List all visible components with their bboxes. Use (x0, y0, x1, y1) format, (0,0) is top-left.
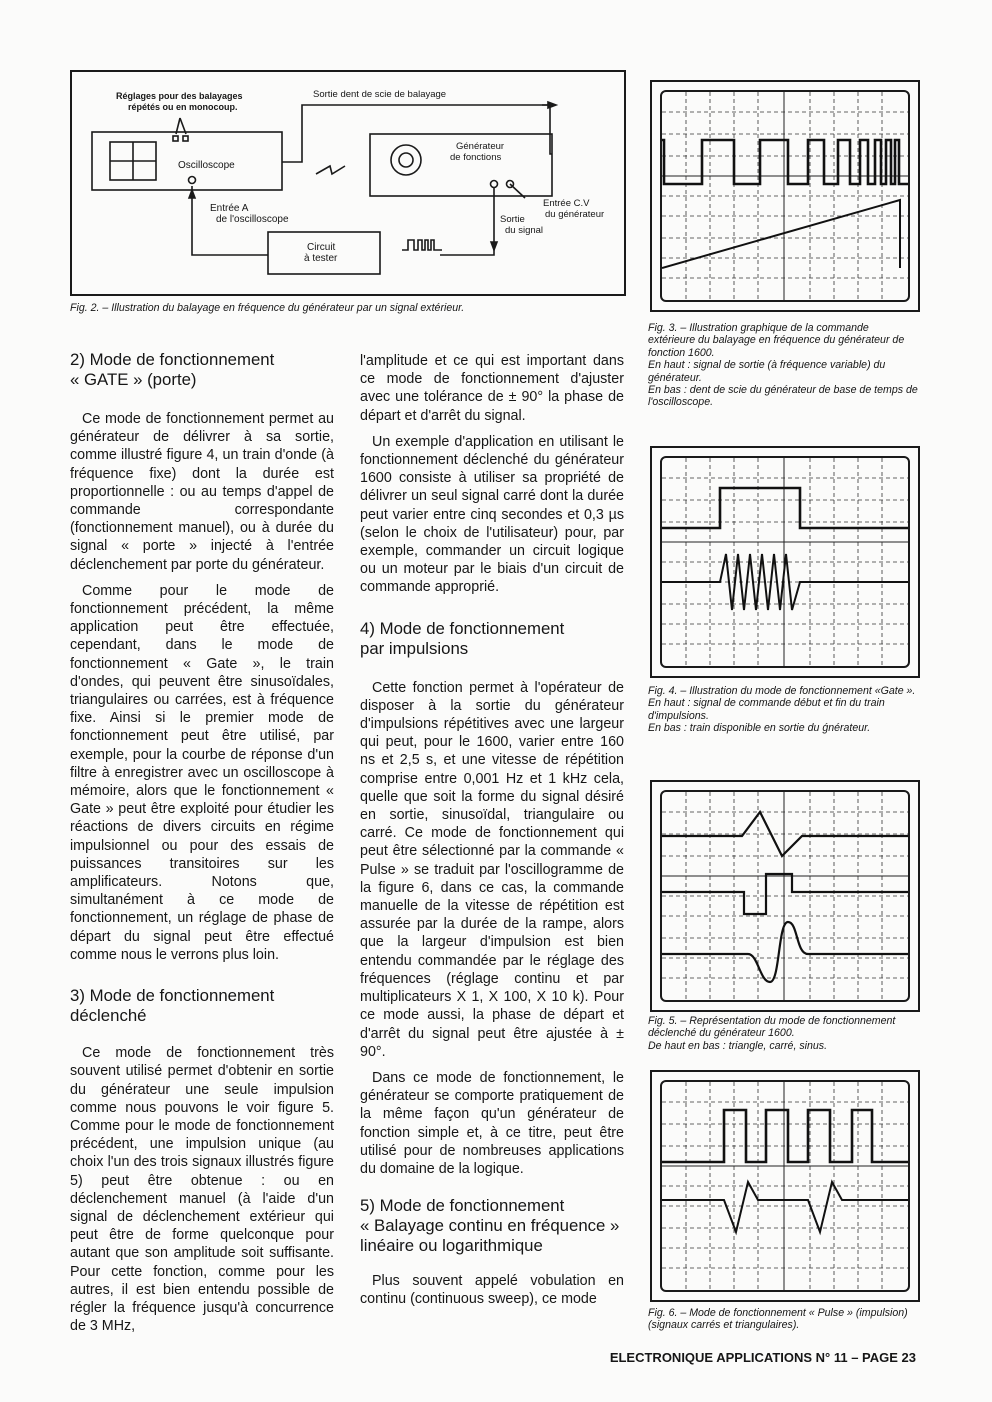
fig3-scope (650, 80, 920, 312)
section-3-paragraph-1: Ce mode de fonctionnement très souvent utilisé permet d'obtenir en sortie du générateur une seule impulsion comme nous pouvons le voir figure 5. Comme pour le mode de fonctionnement précédent, une impulsion unique (au choix l'un des trois signaux illustrés figure 5) peut être obtenue : ou en déclenchement manuel (à l'aide d'un signal de déclenchement extérieur qui peut être de forme quelconque pour autant que son amplitude soit suffisante. Pour cette fonction, comme pour les autres, il est bien entendu possible de régler la fréquence jusqu'à concurrence de 3 MHz, (70, 1045, 334, 1335)
section-5-title (360, 1196, 624, 1256)
fig4-caption-line3: En bas : train disponible en sortie du ǵnérateur. (648, 722, 871, 735)
section-4-paragraph-2: Dans ce mode de fonctionnement, le générateur se comporte pratiquement de la même façon qu'un générateur de fonction simple et, à ce titre, peut être utilisé pour de nombreuses applications du domaine de la logique. (360, 1069, 624, 1177)
section-3-title-line1: 3) Mode de fonctionnement (70, 986, 275, 1006)
fig3-caption-line3: En bas : dent de scie du générateur de base de temps de l'oscilloscope. (648, 384, 918, 409)
fig6-scope (650, 1070, 920, 1302)
section-3-paragraph-2: l'amplitude et ce qui est important dans ce mode de fonctionnement d'ajuster avec une tolérance de ± 90° la phase de départ et d'arrêt du signal. (360, 353, 624, 424)
section-3-title (70, 986, 334, 1026)
label-oscilloscope: Oscilloscope (178, 160, 235, 171)
page-footer: ELECTRONIQUE APPLICATIONS N° 11 – PAGE 23 (609, 1350, 916, 1365)
section-4-title-line2: par impulsions (360, 638, 469, 658)
fig6-caption (648, 1307, 918, 1332)
fig6-caption-title: Fig. 6. – Mode de fonctionnement « Pulse » (impulsion) (signaux carrés et triangulaires). (648, 1307, 908, 1332)
fig4-caption (648, 685, 918, 735)
section-5-title-line1: 5) Mode de fonctionnement (360, 1196, 565, 1216)
section-2-title-line1: 2) Mode de fonctionnement (70, 350, 275, 369)
section-5-title-line3: linéaire ou logarithmique (360, 1236, 543, 1256)
label-generateur-2: de fonctions (450, 152, 502, 163)
section-3-paragraph-3: Un exemple d'application en utilisant le fonctionnement déclenché du générateur 1600 consiste à utiliser sa propriété de délivrer un seul signal carré dont la durée peut varier entre cinq secondes et 0,3 µs (selon le choix de l'utilisateur) pour, par exemple, commander un circuit logique ou un moteur par le biais d'un circuit de commande approprié. (360, 433, 624, 596)
fig3-caption (648, 322, 918, 409)
section-2-title-line2: « GATE » (porte) (70, 370, 197, 389)
fig2-caption: Fig. 2. – Illustration du balayage en fréquence du générateur par un signal extérieur. (70, 302, 465, 314)
label-sortie-signal: Sortie (500, 214, 525, 225)
label-entree-cv-2: du générateur (545, 209, 605, 220)
fig5-caption (648, 1015, 918, 1052)
label-generateur: Générateur (456, 141, 505, 152)
section-5-paragraph-1: Plus souvent appelé vobulation en continu (continuous sweep), ce mode (360, 1273, 624, 1308)
fig4-caption-title: Fig. 4. – Illustration du mode de fonctionnement «Gate ». (648, 685, 916, 697)
fig3-trace (662, 92, 908, 300)
section-2-paragraph-1: Ce mode de fonctionnement permet au générateur de délivrer à sa sortie, comme illustré figure 4, un train d'onde (à fréquence fixe) dont la durée est proportionnelle : ou au temps d'appel de commande correspondante (fonctionnement manuel), ou à durée du signal « porte » injecté à l'entrée déclenchement par porte du générateur. (70, 411, 334, 573)
label-sortie-dent: Sortie dent de scie de balayage (313, 89, 447, 100)
fig4-trace (662, 458, 908, 666)
label-circuit-2: à tester (304, 253, 338, 264)
fig3-caption-line2: En haut : signal de sortie (à fréquence variable) du générateur. (648, 359, 886, 384)
fig3-caption-title: Fig. 3. – Illustration graphique de la commande extérieure du balayage en fréquence du générateur de fonction 1600. (648, 322, 905, 359)
label-sortie-signal-2: du signal (505, 225, 544, 236)
label-circuit: Circuit (307, 242, 336, 253)
section-4-title-line1: 4) Mode de fonctionnement (360, 618, 565, 638)
fig5-trace (662, 792, 908, 1000)
fig6-trace (662, 1082, 908, 1290)
text-column-left (70, 350, 334, 1343)
section-2-paragraph-2: Comme pour le mode de fonctionnement précédent, la même application peut être effectuée, cependant, dans le mode de fonctionnement « Gate », le train d'ondes, qui peuvent être sinusoïdales, triangulaires ou carrées, est à fréquence fixe. Ainsi si le premier mode de fonctionnement peut être utilisé, par exemple, pour la courbe de réponse d'un filtre à enregistrer avec un oscilloscope à mémoire, alors que le fonctionnement « Gate » peut être exploité pour étudier les réactions de divers circuits en régime impulsionnel ou pour des essais de puissances transitoires sur les amplificateurs. Notons que, simultanément à ce mode de fonctionnement, un réglage de phase de départ du signal peut être effectué comme nous le verrons plus loin. (70, 582, 334, 963)
fig5-scope (650, 780, 920, 1012)
label-reglages: Réglages pour des balayages (116, 91, 243, 101)
fig5-caption-line2: De haut en bas : triangle, carré, sinus. (648, 1039, 828, 1052)
fig5-caption-title: Fig. 5. – Représentation du mode de fonctionnement déclenché du générateur 1600. (648, 1015, 896, 1040)
fig4-scope (650, 446, 920, 678)
section-3-title-line2: déclenché (70, 1006, 147, 1026)
text-column-middle (360, 352, 624, 1317)
label-entree-a: Entrée A (210, 203, 249, 214)
section-4-paragraph-1: Cette fonction permet à l'opérateur de disposer à la sortie du générateur d'impulsions répétitives avec une largeur qui peut, pour le 1600, varier entre 160 ns et 2,5 s, et une vitesse de répétition comprise entre 0,001 Hz et 1 kHz cela, quelle que soit la forme du signal désiré en sortie, sinusoïdal, triangulaire ou carré. Ce mode de fonctionnement qui peut être sélectionné par la commande « Pulse » se traduit par l'oscillogramme de la figure 6, dans ce cas, la commande manuelle de la vitesse de répétition est assurée par la durée de la rampe, alors que la largeur d'impulsion est bien entendu commandée par le réglage des fréquences (réglage continu et par multiplicateurs X 1, X 100, X 10 k). Pour ce mode aussi, la phase de départ et d'arrêt du signal peut être ajustée à ± 90°. (360, 679, 624, 1060)
section-5-title-line2: « Balayage continu en fréquence » (360, 1216, 620, 1236)
section-2-title (70, 350, 334, 390)
section-4-title (360, 619, 624, 659)
label-entree-cv: Entrée C.V (543, 198, 590, 209)
fig4-caption-line2: En haut : signal de commande début et fin du train d'impulsions. (648, 697, 885, 722)
label-reglages-2: répétés ou en monocoup. (128, 102, 238, 112)
label-entree-a-2: de l'oscilloscope (216, 214, 289, 225)
